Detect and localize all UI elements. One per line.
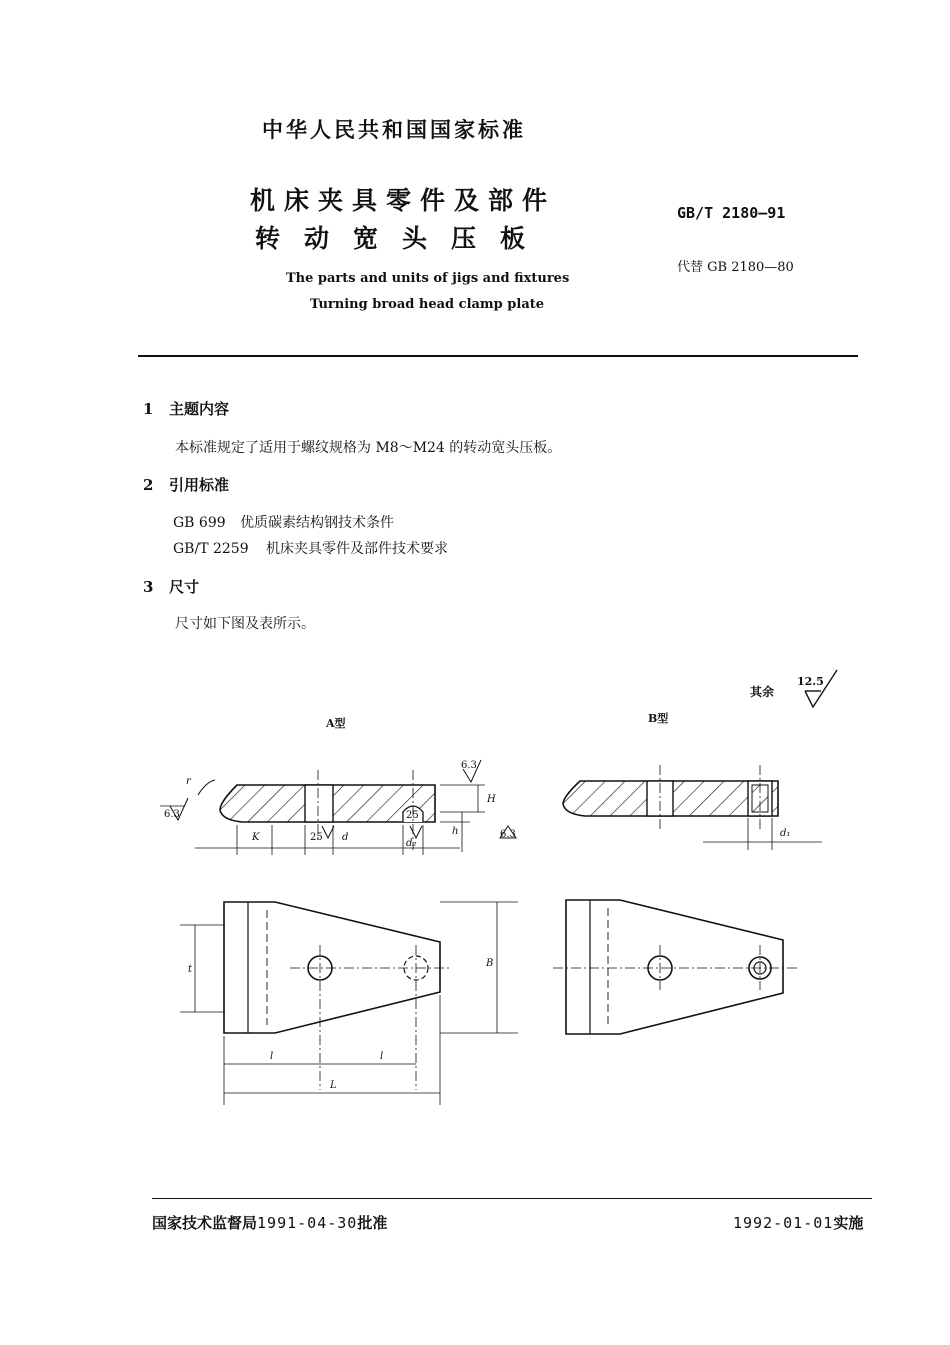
rough-63-bottom: 6.3 <box>500 829 516 840</box>
dim-H: H <box>487 794 496 805</box>
national-standard-heading: 中华人民共和国国家标准 <box>262 117 526 142</box>
dim-l-left: l <box>270 1051 274 1062</box>
type-b-plan-view <box>553 900 800 1034</box>
title-english-line-1: The parts and units of jigs and fixtures <box>286 271 570 286</box>
footer-divider <box>152 1198 872 1199</box>
section-number: 2 <box>143 476 154 494</box>
rough-25b: 25 <box>406 810 419 821</box>
dim-d2: d₂ <box>406 838 417 849</box>
dim-r: r <box>186 776 191 787</box>
section-number: 1 <box>143 400 154 418</box>
type-b-label: B型 <box>648 712 669 725</box>
roughness-symbol-icon <box>805 670 837 707</box>
section-title: 尺寸 <box>169 578 200 596</box>
effective-label: 实施 <box>833 1214 864 1232</box>
dim-B: B <box>486 958 494 969</box>
effective-date: 1992-01-01 <box>733 1214 834 1232</box>
approve-label: 批准 <box>357 1214 388 1232</box>
rough-63-top: 6.3 <box>461 760 477 771</box>
type-a-side-view <box>160 760 516 855</box>
section-title: 引用标准 <box>169 476 230 494</box>
rough-63-left: 6.3 <box>164 809 180 820</box>
title-chinese-line-1: 机床夹具零件及部件 <box>250 186 557 215</box>
reference-code: GB/T 2259 <box>173 541 249 557</box>
roughness-rest-label: 其余 <box>750 685 775 699</box>
reference-title: 机床夹具零件及部件技术要求 <box>266 541 448 557</box>
dim-l-right: l <box>380 1051 384 1062</box>
dim-d: d <box>342 832 349 843</box>
replaces-standard: 代替 GB 2180—80 <box>677 260 794 275</box>
reference-code: GB 699 <box>173 515 226 531</box>
dim-h: h <box>452 826 459 837</box>
title-english-line-2: Turning broad head clamp plate <box>310 297 545 312</box>
dim-K: K <box>252 832 260 843</box>
roughness-rest-value: 12.5 <box>797 675 824 688</box>
rough-25a: 25 <box>310 832 323 843</box>
effective-info <box>733 1212 863 1233</box>
dim-t: t <box>188 964 193 975</box>
approval-info <box>152 1212 387 1233</box>
approve-date: 1991-04-30 <box>257 1214 358 1232</box>
section-3-body: 尺寸如下图及表所示。 <box>175 616 315 632</box>
type-a-label: A型 <box>326 717 346 730</box>
dim-L: L <box>330 1080 337 1091</box>
section-number: 3 <box>143 578 154 596</box>
section-title: 主题内容 <box>169 400 230 418</box>
dim-d1: d₁ <box>780 828 791 839</box>
issuer: 国家技术监督局 <box>152 1214 258 1232</box>
standard-code: GB/T 2180—91 <box>677 204 786 222</box>
section-1-body: 本标准规定了适用于螺纹规格为 M8～M24 的转动宽头压板。 <box>175 440 562 456</box>
title-chinese-line-2: 转动宽头压板 <box>255 224 550 253</box>
type-a-plan-view <box>180 902 518 1105</box>
reference-title: 优质碳素结构钢技术条件 <box>240 515 394 531</box>
